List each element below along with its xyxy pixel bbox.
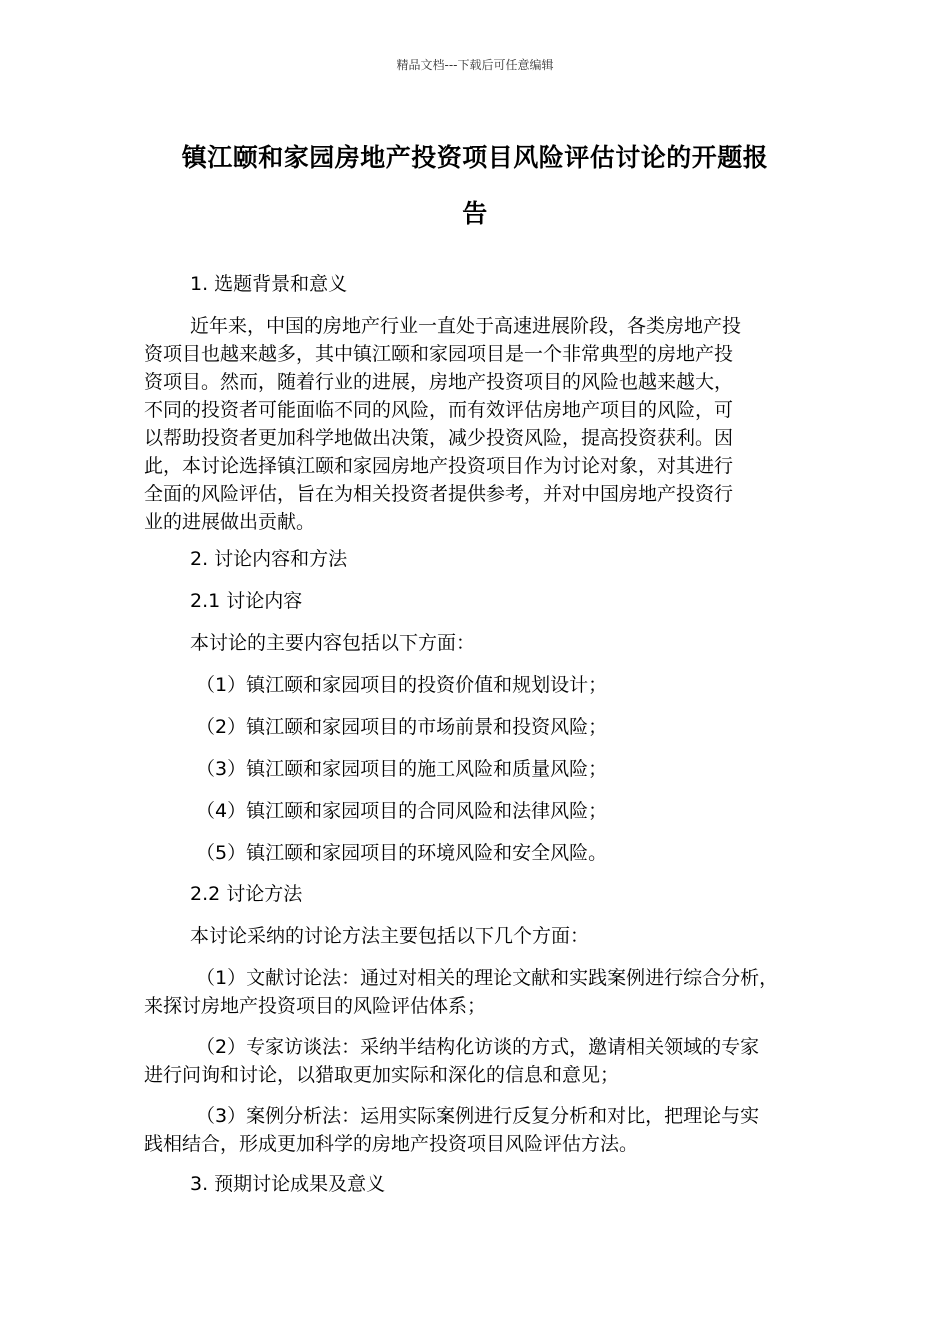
- paragraph-line: 资项目。然而，随着行业的进展，房地产投资项目的风险也越来越大，: [144, 371, 734, 393]
- content-list-item: （4）镇江颐和家园项目的合同风险和法律风险；: [196, 800, 608, 822]
- paragraph-line: 全面的风险评估，旨在为相关投资者提供参考，并对中国房地产投资行: [144, 483, 734, 505]
- section-1-heading: 1. 选题背景和意义: [190, 273, 348, 295]
- content-list-item: （5）镇江颐和家园项目的环境风险和安全风险。: [196, 842, 608, 864]
- method-line-1: （3）案例分析法：运用实际案例进行反复分析和对比，把理论与实: [196, 1105, 760, 1127]
- paragraph-line: 业的进展做出贡献。: [144, 511, 316, 533]
- paragraph-line: 此，本讨论选择镇江颐和家园房地产投资项目作为讨论对象，对其进行: [144, 455, 734, 477]
- section-1-paragraph: [144, 312, 814, 536]
- paragraph-line: 资项目也越来越多，其中镇江颐和家园项目是一个非常典型的房地产投: [144, 343, 734, 365]
- document-title-line-1: 镇江颐和家园房地产投资项目风险评估讨论的开题报: [181, 143, 769, 172]
- page-header-note: 精品文档---下载后可任意编辑: [396, 58, 554, 72]
- method-line-1: （2）专家访谈法：采纳半结构化访谈的方式，邀请相关领域的专家: [196, 1036, 760, 1058]
- method-item-case-analysis: [144, 1102, 814, 1158]
- section-2-heading: 2. 讨论内容和方法: [190, 548, 348, 570]
- section-2-2-heading: 2.2 讨论方法: [190, 883, 303, 905]
- content-list-item: （3）镇江颐和家园项目的施工风险和质量风险；: [196, 758, 608, 780]
- method-item-interview: [144, 1033, 814, 1089]
- method-line-2: 践相结合，形成更加科学的房地产投资项目风险评估方法。: [144, 1133, 639, 1155]
- paragraph-line: 不同的投资者可能面临不同的风险，而有效评估房地产项目的风险，可: [144, 399, 734, 421]
- method-line-1: （1）文献讨论法：通过对相关的理论文献和实践案例进行综合分析，: [196, 967, 779, 989]
- document-title: [140, 130, 810, 242]
- content-list-item: （2）镇江颐和家园项目的市场前景和投资风险；: [196, 716, 608, 738]
- document-title-line-2: 告: [462, 199, 488, 228]
- content-list-item: （1）镇江颐和家园项目的投资价值和规划设计；: [196, 674, 608, 696]
- method-line-2: 进行问询和讨论，以猎取更加实际和深化的信息和意见；: [144, 1064, 620, 1086]
- paragraph-line: 近年来，中国的房地产行业一直处于高速进展阶段，各类房地产投: [190, 315, 742, 337]
- section-3-heading: 3. 预期讨论成果及意义: [190, 1173, 386, 1195]
- section-2-1-heading: 2.1 讨论内容: [190, 590, 303, 612]
- section-2-2-intro: 本讨论采纳的讨论方法主要包括以下几个方面：: [190, 925, 590, 947]
- section-2-1-intro: 本讨论的主要内容包括以下方面：: [190, 632, 476, 654]
- method-item-literature: [144, 964, 814, 1020]
- method-line-2: 来探讨房地产投资项目的风险评估体系；: [144, 995, 487, 1017]
- paragraph-line: 以帮助投资者更加科学地做出决策，减少投资风险，提高投资获利。因: [144, 427, 734, 449]
